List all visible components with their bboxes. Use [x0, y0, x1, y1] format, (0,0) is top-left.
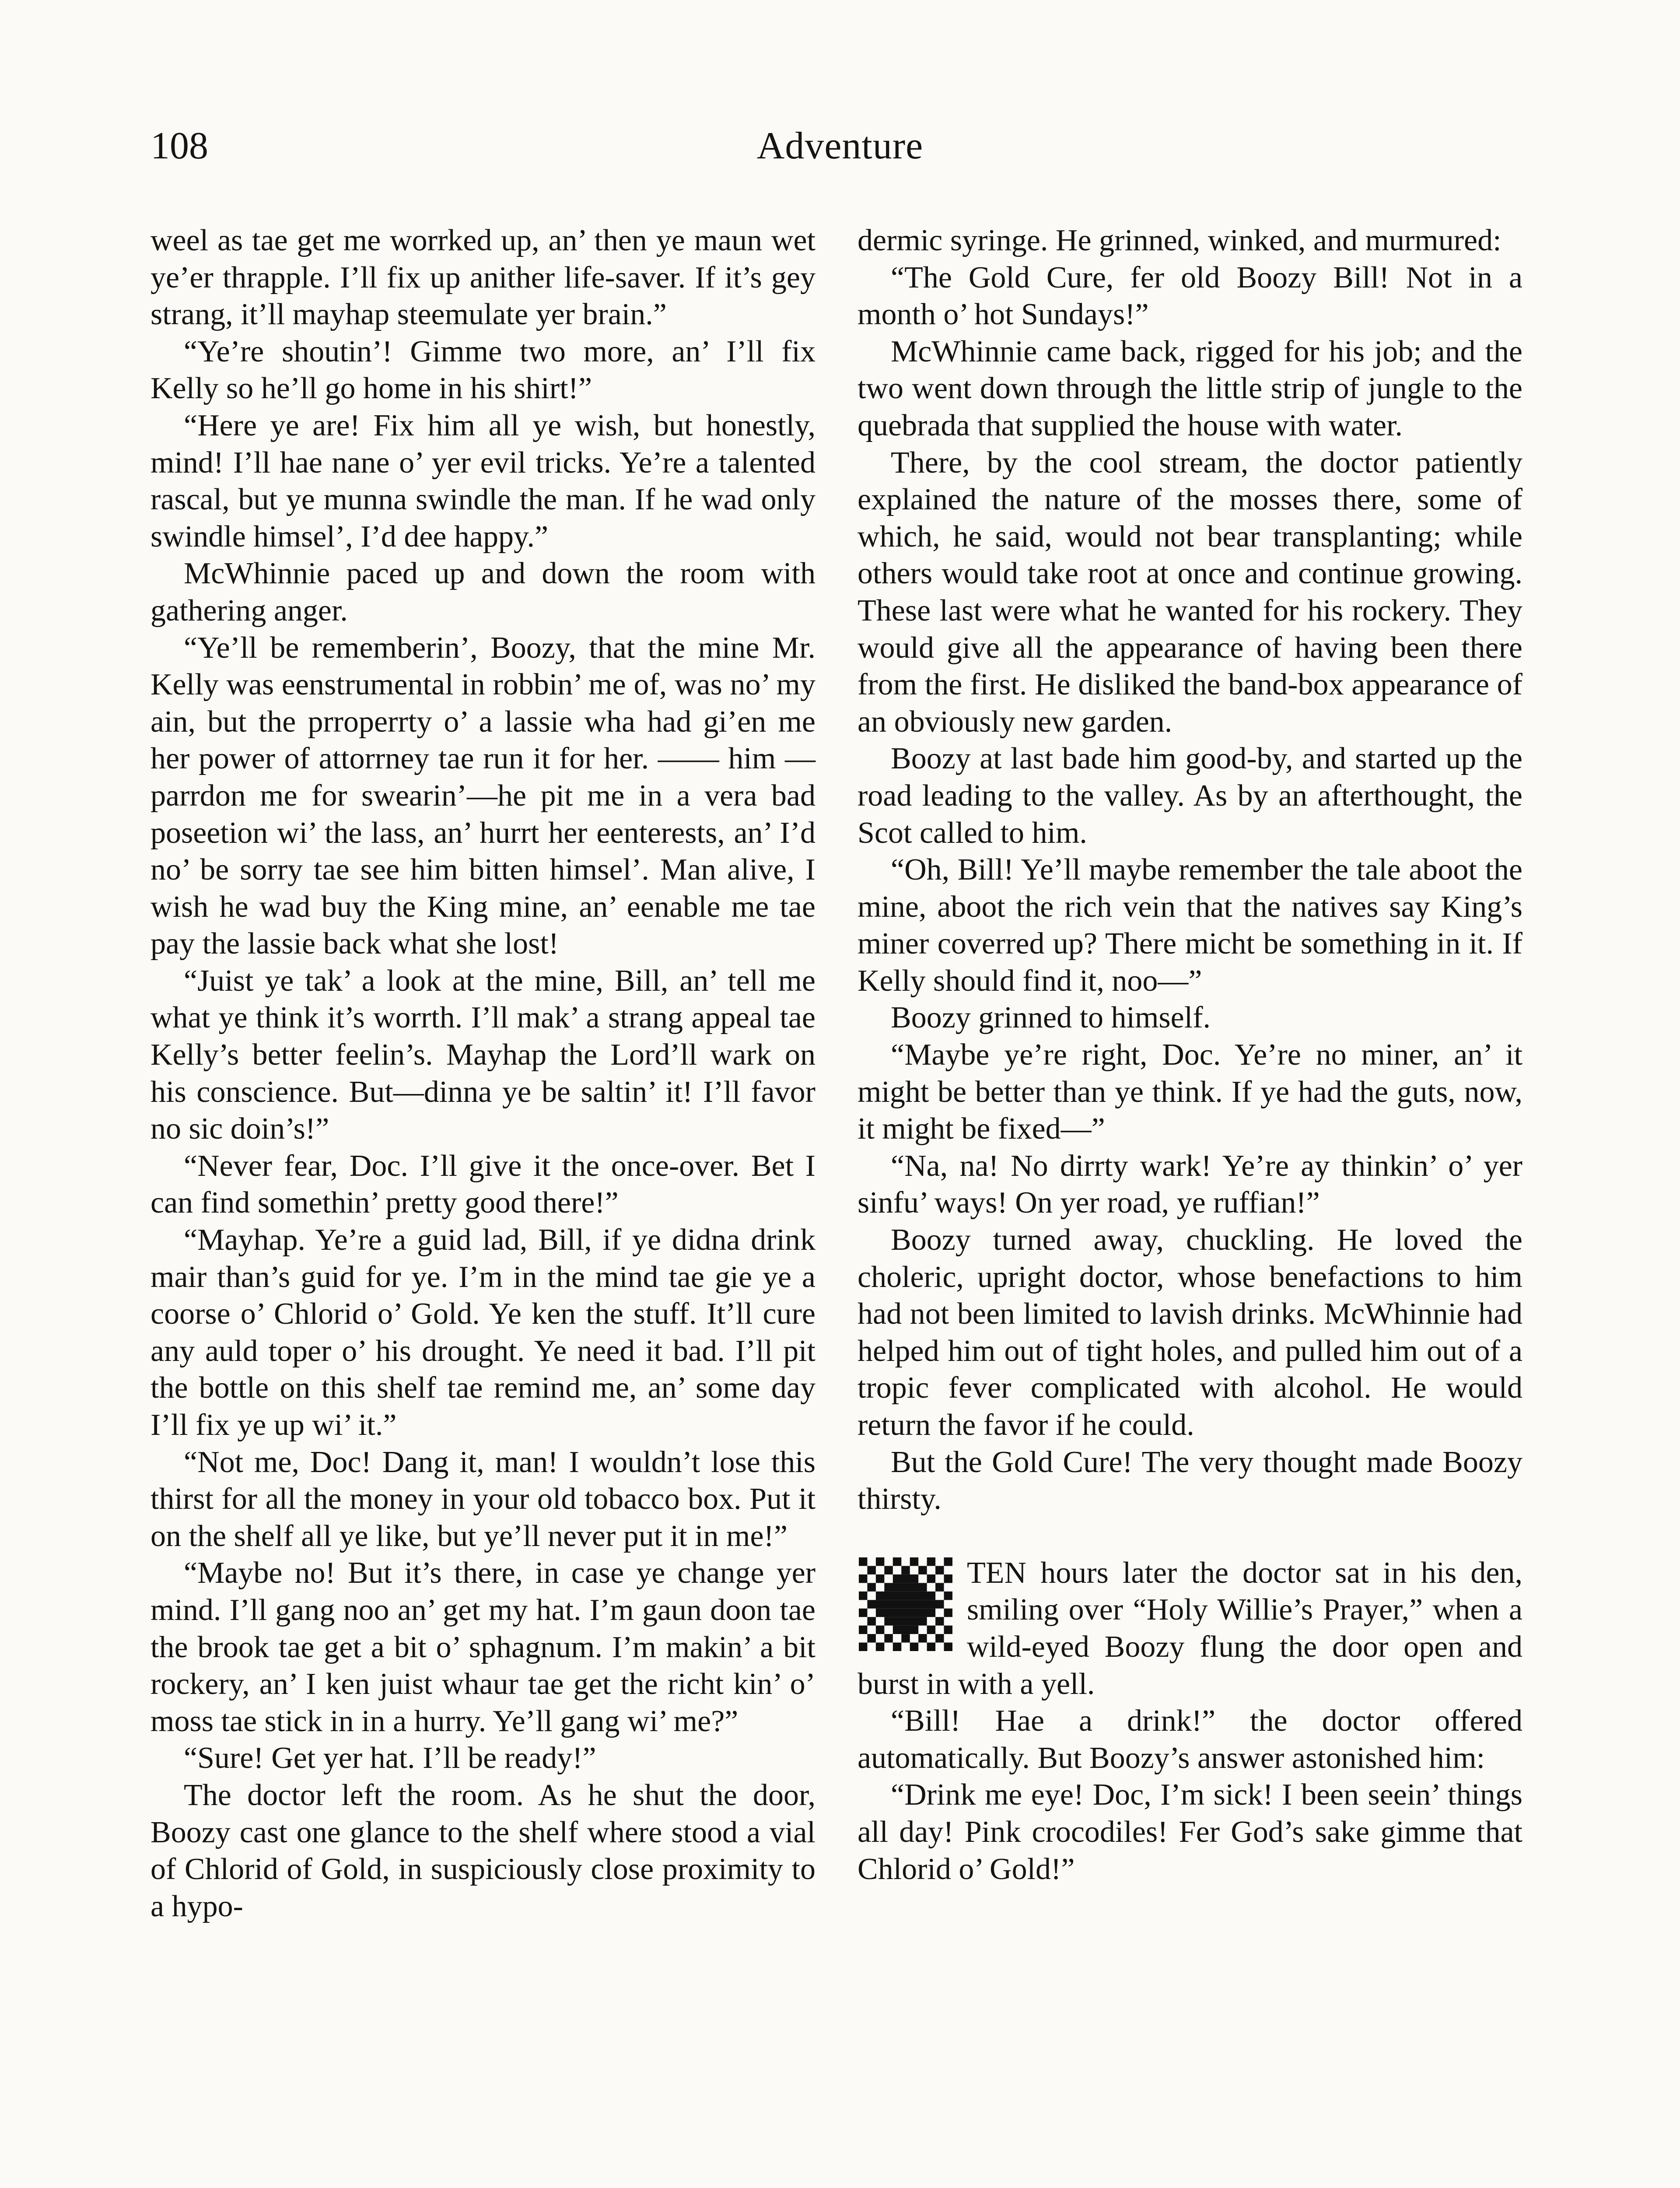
- paragraph: weel as tae get me worrked up, an’ then ye maun wet ye’er thrapple. I’ll fix up anither life-saver. If it’s gey strang, it’ll mayhap steemulate yer brain.”: [150, 224, 816, 332]
- paragraph: “Maybe ye’re right, Doc. Ye’re no miner, an’ it might be better than ye think. If ye had the guts, now, it might be fixed—”: [858, 1038, 1522, 1146]
- paragraph: But the Gold Cure! The very thought made Boozy thirsty.: [858, 1445, 1522, 1516]
- paragraph: TEN hours later the doctor sat in his den, smiling over “Holy Willie’s Prayer,” when a wild-eyed Boozy flung the door open and burst in with a yell.: [858, 1556, 1522, 1701]
- paragraph: McWhinnie paced up and down the room with gathering anger.: [150, 557, 816, 628]
- paragraph: “Here ye are! Fix him all ye wish, but honestly, mind! I’ll hae nane o’ yer evil tricks. Ye’re a talented rascal, but ye munna swindle the man. If he wad only swindle himsel’, I’d dee happy.”: [150, 408, 816, 554]
- section-ornament-icon: [858, 1557, 954, 1651]
- paragraph: Boozy at last bade him good-by, and started up the road leading to the valley. As by an afterthought, the Scot called to him.: [858, 742, 1522, 850]
- paragraph: The doctor left the room. As he shut the door, Boozy cast one glance to the shelf where stood a vial of Chlorid of Gold, in suspiciously close proximity to a hypo-: [150, 1778, 816, 1923]
- paragraph: “Ye’re shoutin’! Gimme two more, an’ I’ll fix Kelly so he’ll go home in his shirt!”: [150, 334, 816, 406]
- paragraph: “Sure! Get yer hat. I’ll be ready!”: [184, 1741, 596, 1775]
- paragraph: “The Gold Cure, fer old Boozy Bill! Not in a month o’ hot Sundays!”: [858, 260, 1522, 332]
- paragraph: Boozy turned away, chuckling. He loved the choleric, upright doctor, whose benefactions to him had not been limited to lavish drinks. McWhinnie had helped him out of tight holes, and pulled him out of a tropic fever complicated with alcohol. He would return the favor if he could.: [858, 1223, 1522, 1442]
- paragraph: “Juist ye tak’ a look at the mine, Bill, an’ tell me what ye think it’s worrth. I’ll mak’ a strang appeal tae Kelly’s better feelin’s. Mayhap the Lord’ll wark on his conscience. But—dinna ye be saltin’ it! I’ll favor no sic doin’s!”: [150, 964, 816, 1146]
- paragraph: “Not me, Doc! Dang it, man! I wouldn’t lose this thirst for all the money in your old tobacco box. Put it on the shelf all ye like, but ye’ll never put it in me!”: [150, 1445, 816, 1553]
- paragraph: There, by the cool stream, the doctor patiently explained the nature of the mosses there, some of which, he said, would not bear transplanting; while others would take root at once and continue growing. These last were what he wanted for his rockery. They would give all the appearance of having been there from the first. He disliked the band-box appearance of an obviously new garden.: [858, 445, 1522, 739]
- paragraph: “Ye’ll be rememberin’, Boozy, that the mine Mr. Kelly was eenstrumental in robbin’ me of, was no’ my ain, but the prroperrty o’ a lassie wha had gi’en me her power of attorrney tae run it for her. —— him —parrdon me for swearin’—he pit me in a vera bad poseetion wi’ the lass, an’ hurrt her eenterests, an’ I’d no’ be sorry tae see him bitten himsel’. Man alive, I wish he wad buy the King mine, an’ eenable me tae pay the lassie back what she lost!: [150, 631, 816, 961]
- section-break: [858, 1518, 1522, 1555]
- paragraph: Boozy grinned to himself.: [891, 1001, 1211, 1035]
- paragraph: “Oh, Bill! Ye’ll maybe remember the tale aboot the mine, aboot the rich vein that the natives say King’s miner coverred up? There micht be something in it. If Kelly should find it, noo—”: [858, 853, 1522, 998]
- paragraph: dermic syringe. He grinned, winked, and murmured:: [858, 224, 1502, 257]
- paragraph: “Mayhap. Ye’re a guid lad, Bill, if ye didna drink mair than’s guid for ye. I’m in the mind tae gie ye a coorse o’ Chlorid o’ Gold. Ye ken the stuff. It’ll cure any auld toper o’ his drought. Ye need it bad. I’ll pit the bottle on this shelf tae remind me, an’ some day I’ll fix ye up wi’ it.”: [150, 1223, 816, 1442]
- left-column: [150, 222, 816, 1925]
- paragraph: “Na, na! No dirrty wark! Ye’re ay thinkin’ o’ yer sinfu’ ways! On yer road, ye ruffian!”: [858, 1149, 1522, 1220]
- paragraph: “Never fear, Doc. I’ll give it the once-over. Bet I can find somethin’ pretty good there!”: [150, 1149, 816, 1220]
- paragraph: McWhinnie came back, rigged for his job; and the two went down through the little strip of jungle to the quebrada that supplied the house with water.: [858, 334, 1522, 442]
- right-column: [858, 222, 1522, 1888]
- paragraph: “Drink me eye! Doc, I’m sick! I been seein’ things all day! Pink crocodiles! Fer God’s sake gimme that Chlorid o’ Gold!”: [858, 1778, 1522, 1886]
- page-number: 108: [150, 125, 208, 167]
- paragraph: “Bill! Hae a drink!” the doctor offered automatically. But Boozy’s answer astonished him:: [858, 1704, 1522, 1775]
- running-head: Adventure: [756, 125, 924, 167]
- paragraph: “Maybe no! But it’s there, in case ye change yer mind. I’ll gang noo an’ get my hat. I’m gaun doon tae the brook tae get a bit o’ sphagnum. I’m makin’ a bit rockery, an’ I ken juist whaur tae get the richt kin’ o’ moss tae stick in in a hurry. Ye’ll gang wi’ me?”: [150, 1556, 816, 1738]
